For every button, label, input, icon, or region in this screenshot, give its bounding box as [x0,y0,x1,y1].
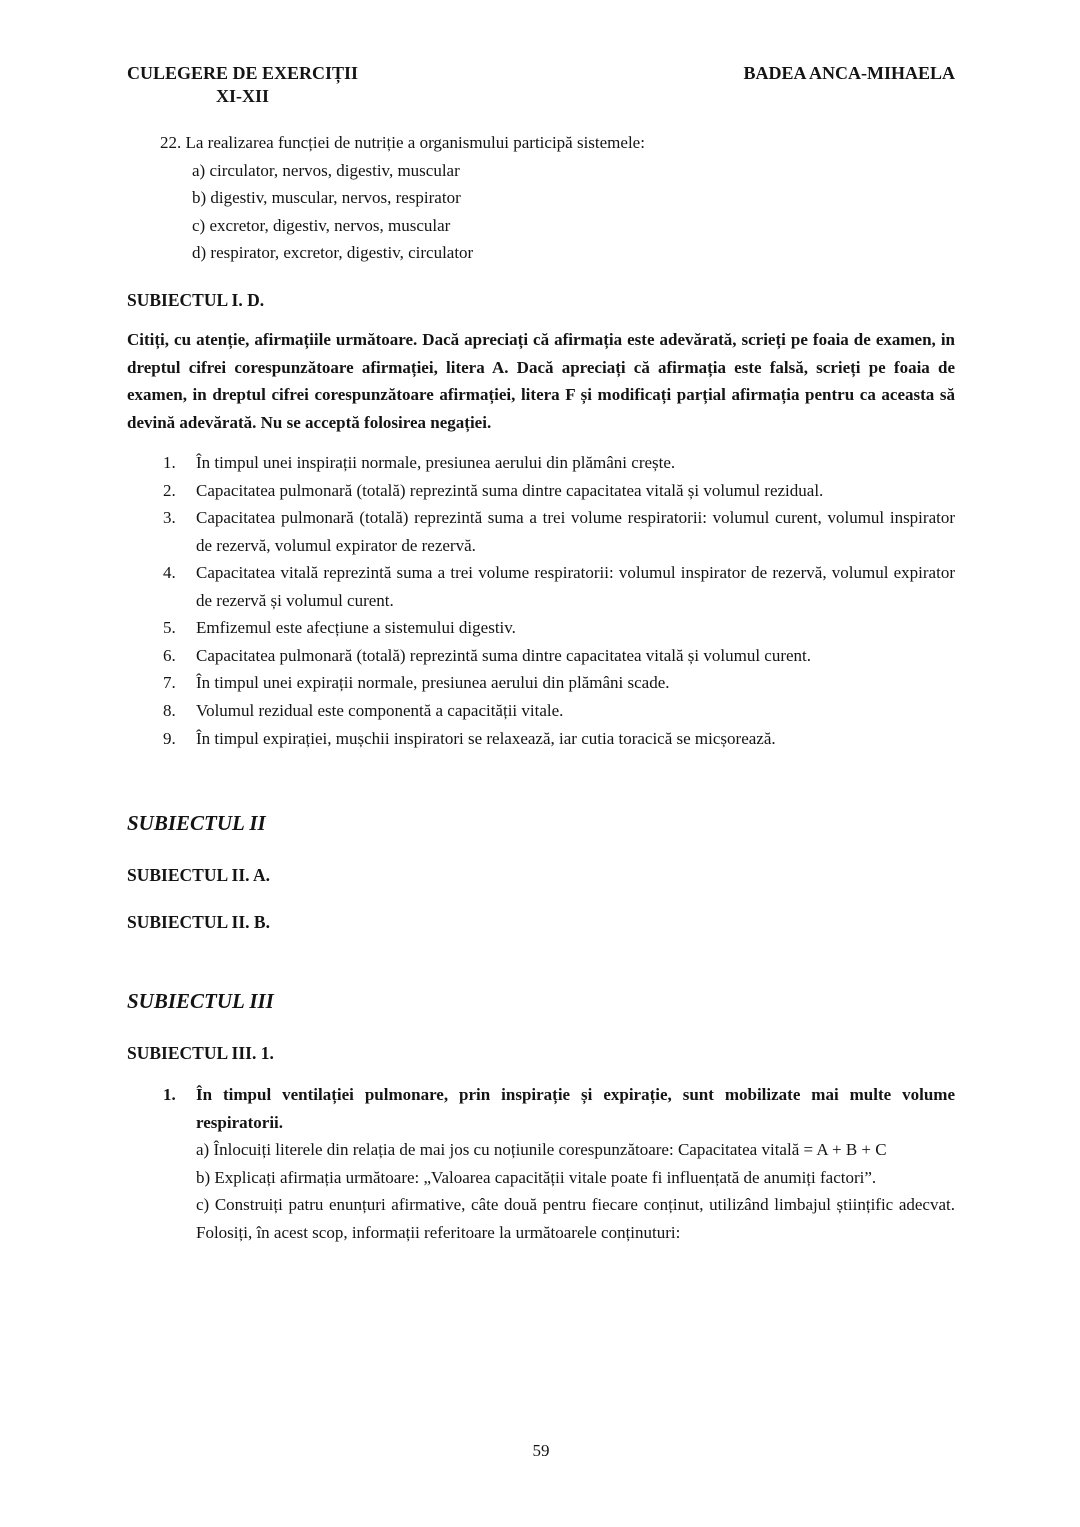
statement-text: Capacitatea vitală reprezintă suma a trei volume respiratorii: volumul inspirator de rezervă, volumul expirator de rezervă și volumul curent. [196,563,955,610]
statement-text: În timpul expirației, mușchii inspiratori se relaxează, iar cutia toracică se micșorează. [196,728,776,748]
statement-text: Capacitatea pulmonară (totală) reprezintă suma dintre capacitatea vitală și volumul rezidual. [196,480,824,500]
item-1-part-c: c) Construiți patru enunțuri afirmative, câte două pentru fiecare conținut, utilizând limbajul științific adecvat. Folosiți, în acest scop, informații referitoare la următoarele conținuturi: [196,1195,955,1242]
question-22 [127,129,955,267]
statement-item [127,504,955,559]
heading-subiectul-2: SUBIECTUL II [127,811,266,836]
statement-item [127,642,955,670]
statement-item [127,725,955,753]
statement-number: 4. [163,563,176,583]
statement-item [127,559,955,614]
heading-subiectul-3: SUBIECTUL III [127,988,274,1013]
page-number: 59 [532,1441,550,1461]
statement-text: Capacitatea pulmonară (totală) reprezintă suma a trei volume respiratorii: volumul curent, volumul inspirator de rezervă, volumul expirator de rezervă. [196,508,955,555]
item-1-part-b: b) Explicați afirmația următoare: „Valoarea capacității vitale poate fi influențată de anumiți factori”. [196,1167,877,1187]
option-b: b) digestiv, muscular, nervos, respirator [192,188,461,208]
header-author: BADEA ANCA-MIHAELA [743,63,955,83]
option-d: d) respirator, excretor, digestiv, circulator [192,243,474,263]
header-subtitle: XI-XII [216,86,270,107]
item-1-part-a: a) Înlocuiți literele din relația de mai jos cu noțiunile corespunzătoare: Capacitatea vitală = A + B + C [196,1140,887,1160]
statement-text: Volumul rezidual este componentă a capacității vitale. [196,700,564,720]
option-c: c) excretor, digestiv, nervos, muscular [192,215,451,235]
subiectul-3-item-1 [127,1081,955,1246]
statement-item [127,669,955,697]
item-1-statement: În timpul ventilației pulmonare, prin inspirație și expirație, sunt mobilizate mai multe volume respiratorii. [196,1085,955,1132]
header-title-block [127,62,358,108]
heading-subiectul-1d: SUBIECTUL I. D. [127,289,265,310]
statement-number: 7. [163,673,176,693]
statement-number: 8. [163,700,176,720]
question-22-options [127,157,955,267]
statement-number: 6. [163,645,176,665]
statement-text: În timpul unei inspirații normale, presiunea aerului din plămâni crește. [196,453,676,473]
statement-number: 1. [163,453,176,473]
heading-subiectul-2a: SUBIECTUL II. A. [127,865,270,886]
instructions-paragraph: Citiți, cu atenție, afirmațiile următoare. Dacă apreciați că afirmația este adevărată, scrieți pe foaia de examen, in dreptul cifrei corespunzătoare afirmației, litera A. Dacă apreciați că afirmația este falsă, scrieți pe foaia de examen, in dreptul cifrei corespunzătoare afirmației, litera F și modificați parțial afirmația pentru ca aceasta să devină adevărată. Nu se acceptă folosirea negației. [127,330,955,432]
statement-item [127,614,955,642]
statement-number: 5. [163,618,176,638]
statement-text: În timpul unei expirații normale, presiunea aerului din plămâni scade. [196,673,670,693]
statement-item [127,477,955,505]
heading-subiectul-3-1: SUBIECTUL III. 1. [127,1042,274,1063]
option-a: a) circulator, nervos, digestiv, muscular [192,160,460,180]
statement-item [127,697,955,725]
page-footer [127,1423,955,1527]
question-22-text [127,129,955,157]
question-22-number: 22. [160,133,182,153]
header-title: CULEGERE DE EXERCIȚII [127,63,359,83]
document-header [127,62,955,108]
heading-subiectul-2b: SUBIECTUL II. B. [127,912,270,933]
statement-number: 9. [163,728,176,748]
statement-item [127,449,955,477]
statement-number: 2. [163,480,176,500]
item-1-number: 1. [163,1085,176,1105]
statements-list [127,449,955,752]
statement-text: Emfizemul este afecțiune a sistemului digestiv. [196,618,516,638]
statement-number: 3. [163,508,176,528]
question-22-stem: La realizarea funcției de nutriție a organismului participă sistemele: [185,133,645,153]
statement-text: Capacitatea pulmonară (totală) reprezintă suma dintre capacitatea vitală și volumul curent. [196,645,812,665]
